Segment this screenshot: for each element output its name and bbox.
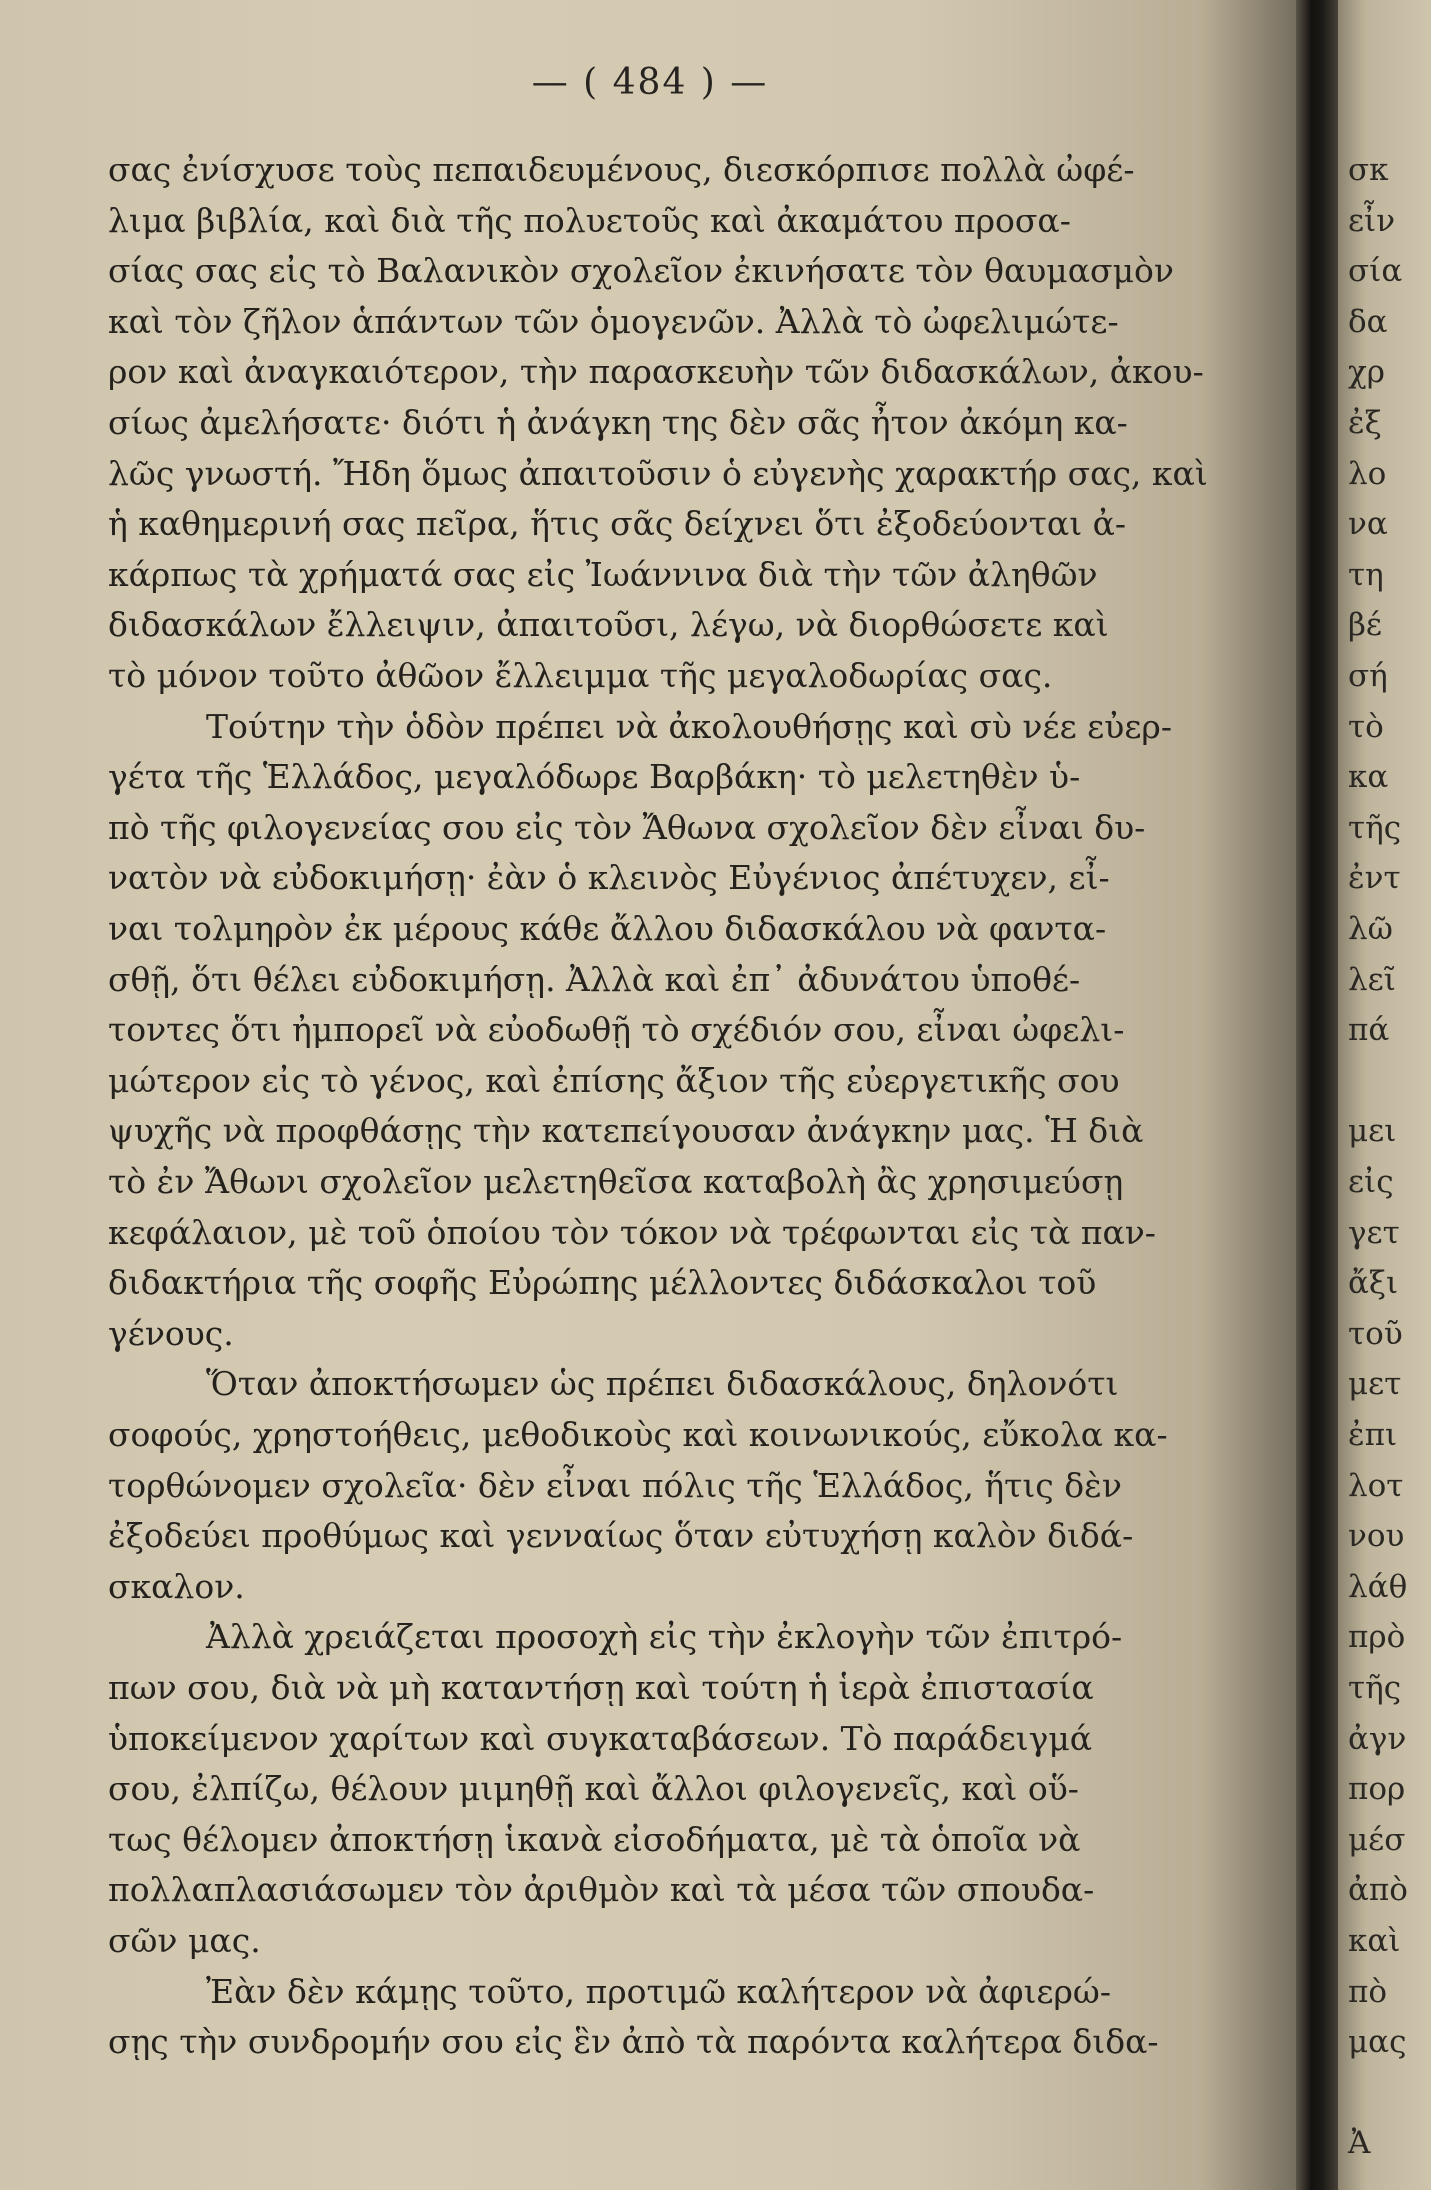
adjacent-page-fragment: δα	[1348, 303, 1388, 340]
text-line: ναι τολμηρὸν ἐκ μέρους κάθε ἄλλου διδασκάλου νὰ φαντα-	[108, 909, 1107, 948]
adjacent-page-fragment: μας	[1348, 2024, 1407, 2061]
adjacent-page-fragment: τῆς	[1348, 809, 1402, 846]
text-line: διδασκάλων ἔλλειψιν, ἀπαιτοῦσι, λέγω, νὰ διορθώσετε καὶ	[108, 605, 1109, 645]
adjacent-page-fragment: λεῖ	[1348, 961, 1396, 998]
text-line: κεφάλαιον, μὲ τοῦ ὁποίου τὸν τόκον νὰ τρέφωνται εἰς τὰ παν-	[108, 1212, 1156, 1252]
text-line: Ἐὰν δὲν κάμῃς τοῦτο, προτιμῶ καλήτερον νὰ ἀφιερώ-	[206, 1971, 1111, 2011]
text-line: σοφούς, χρηστοήθεις, μεθοδικοὺς καὶ κοινωνικούς, εὔκολα κα-	[108, 1415, 1168, 1454]
adjacent-page-fragment: τῆς	[1348, 1670, 1402, 1706]
text-line: Τούτην τὴν ὁδὸν πρέπει νὰ ἀκολουθήσῃς καὶ σὺ νέε εὐερ-	[206, 706, 1172, 746]
text-line: σῃς τὴν συνδρομήν σου εἰς ἓν ἀπὸ τὰ παρόντα καλήτερα διδα-	[108, 2022, 1159, 2062]
adjacent-page-fragment: σία	[1348, 253, 1403, 290]
page-number-header: — ( 484 ) —	[531, 62, 769, 103]
adjacent-page-fragment: τὸ	[1348, 708, 1384, 745]
adjacent-page-fragment: μει	[1348, 1113, 1397, 1150]
adjacent-page-fragment: λῶ	[1348, 911, 1393, 947]
adjacent-page-fragment: λοτ	[1348, 1467, 1404, 1504]
adjacent-page-fragment: Ἀ	[1348, 2125, 1371, 2162]
text-line: σκαλον.	[108, 1566, 245, 1606]
text-line: μώτερον εἰς τὸ γένος, καὶ ἐπίσης ἄξιον τῆς εὐεργετικῆς σου	[108, 1060, 1120, 1100]
adjacent-page-fragment: ἐντ	[1348, 860, 1401, 897]
adjacent-page-fragment: μέσ	[1348, 1821, 1406, 1858]
text-line: πὸ τῆς φιλογενείας σου εἰς τὸν Ἄθωνα σχολεῖον δὲν εἶναι δυ-	[108, 807, 1146, 847]
adjacent-page-fragment: σκ	[1348, 152, 1389, 188]
text-line: σθῇ, ὅτι θέλει εὐδοκιμήσῃ. Ἀλλὰ καὶ ἐπ᾽ ἀδυνάτου ὑποθέ-	[108, 959, 1081, 999]
text-line: Ἀλλὰ χρειάζεται προσοχὴ εἰς τὴν ἐκλογὴν τῶν ἐπιτρό-	[206, 1617, 1123, 1657]
adjacent-page-fragment: πορ	[1348, 1771, 1406, 1808]
text-line: Ὅταν ἀποκτήσωμεν ὡς πρέπει διδασκάλους, δηλονότι	[206, 1364, 1119, 1404]
adjacent-page-fragment: μετ	[1348, 1366, 1402, 1403]
text-line: σίως ἀμελήσατε· διότι ἡ ἀνάγκη της δὲν σᾶς ἦτον ἀκόμη κα-	[108, 403, 1128, 442]
adjacent-page-fragment: κα	[1348, 759, 1389, 796]
text-line: λιμα βιβλία, καὶ διὰ τῆς πολυετοῦς καὶ ἀκαμάτου προσα-	[108, 200, 1071, 240]
adjacent-page-fragment: ἄξι	[1348, 1265, 1399, 1302]
adjacent-page-fragment: λο	[1348, 455, 1387, 492]
text-line: πων σου, διὰ νὰ μὴ καταντήσῃ καὶ τούτη ἡ ἱερὰ ἐπιστασία	[108, 1668, 1094, 1707]
text-line: διδακτήρια τῆς σοφῆς Εὐρώπης μέλλοντες διδάσκαλοι τοῦ	[108, 1263, 1097, 1303]
adjacent-page-fragment: εἰς	[1348, 1164, 1394, 1200]
adjacent-page-fragment: τη	[1348, 556, 1384, 593]
adjacent-page-fragment: γετ	[1348, 1214, 1400, 1251]
text-line: ὑποκείμενον χαρίτων καὶ συγκαταβάσεων. Τὸ παράδειγμά	[108, 1718, 1093, 1758]
text-line: λῶς γνωστή. Ἤδη ὅμως ἀπαιτοῦσιν ὁ εὐγενὴς χαρακτήρ σας, καὶ	[108, 453, 1208, 493]
text-line: πολλαπλασιάσωμεν τὸν ἀριθμὸν καὶ τὰ μέσα τῶν σπουδα-	[108, 1870, 1095, 1910]
text-line: σου, ἐλπίζω, θέλουν μιμηθῇ καὶ ἄλλοι φιλογενεῖς, καὶ οὕ-	[108, 1769, 1079, 1809]
adjacent-page-fragment: τοῦ	[1348, 1315, 1403, 1352]
text-line: νατὸν νὰ εὐδοκιμήσῃ· ἐὰν ὁ κλεινὸς Εὐγένιος ἀπέτυχεν, εἶ-	[108, 858, 1110, 898]
adjacent-page-fragment: λάθ	[1348, 1568, 1408, 1605]
text-line: σίας σας εἰς τὸ Βαλανικὸν σχολεῖον ἐκινήσατε τὸν θαυμασμὸν	[108, 251, 1174, 291]
adjacent-page-fragment: ἀγν	[1348, 1720, 1407, 1757]
text-line: τοντες ὅτι ἠμπορεῖ νὰ εὐοδωθῇ τὸ σχέδιόν σου, εἶναι ὠφελι-	[108, 1010, 1125, 1050]
book-gutter	[1296, 0, 1340, 2190]
text-line: καὶ τὸν ζῆλον ἁπάντων τῶν ὁμογενῶν. Ἀλλὰ τὸ ὠφελιμώτε-	[108, 301, 1119, 341]
text-line: σῶν μας.	[108, 1921, 261, 1960]
adjacent-page-fragment: βέ	[1348, 607, 1382, 644]
adjacent-page-fragment: σή	[1348, 658, 1388, 694]
adjacent-page-fragment: νου	[1348, 1518, 1405, 1555]
adjacent-page-fragment: πρὸ	[1348, 1619, 1406, 1656]
text-line: τὸ ἐν Ἄθωνι σχολεῖον μελετηθεῖσα καταβολὴ ἂς χρησιμεύσῃ	[108, 1162, 1124, 1201]
adjacent-page-fragment: καὶ	[1348, 1923, 1401, 1959]
text-line: τορθώνομεν σχολεῖα· δὲν εἶναι πόλις τῆς Ἑλλάδος, ἥτις δὲν	[108, 1465, 1122, 1505]
adjacent-page-fragment: ἐπι	[1348, 1417, 1398, 1453]
adjacent-page-fragment: ἐξ	[1348, 405, 1382, 441]
adjacent-page-fragment: εἶν	[1348, 202, 1396, 239]
text-line: γένους.	[108, 1313, 234, 1353]
text-line: ἡ καθημερινή σας πεῖρα, ἥτις σᾶς δείχνει ὅτι ἐξοδεύονται ἀ-	[108, 504, 1127, 544]
adjacent-page-fragment: πά	[1348, 1012, 1390, 1049]
text-line: σας ἐνίσχυσε τοὺς πεπαιδευμένους, διεσκόρπισε πολλὰ ὠφέ-	[108, 150, 1135, 189]
adjacent-page-fragment: να	[1348, 506, 1388, 543]
text-line: γέτα τῆς Ἑλλάδος, μεγαλόδωρε Βαρβάκη· τὸ μελετηθὲν ὑ-	[108, 757, 1081, 797]
text-line: κάρπως τὰ χρήματά σας εἰς Ἰωάννινα διὰ τὴν τῶν ἀληθῶν	[108, 554, 1098, 594]
text-line: τὸ μόνον τοῦτο ἀθῶον ἔλλειμμα τῆς μεγαλοδωρίας σας.	[108, 656, 1053, 695]
text-line: ψυχῆς νὰ προφθάσῃς τὴν κατεπείγουσαν ἀνάγκην μας. Ἡ διὰ	[108, 1111, 1144, 1151]
text-line: τως θέλομεν ἀποκτήσῃ ἱκανὰ εἰσοδήματα, μὲ τὰ ὁποῖα νὰ	[108, 1819, 1081, 1859]
text-line: ρον καὶ ἀναγκαιότερον, τὴν παρασκευὴν τῶν διδασκάλων, ἀκου-	[108, 352, 1204, 392]
adjacent-page-fragment: ἀπὸ	[1348, 1872, 1408, 1909]
adjacent-page-fragment: χρ	[1348, 354, 1386, 391]
text-line: ἐξοδεύει προθύμως καὶ γενναίως ὅταν εὐτυχήσῃ καλὸν διδά-	[108, 1516, 1134, 1556]
adjacent-page-fragment: πὸ	[1348, 1973, 1388, 2010]
